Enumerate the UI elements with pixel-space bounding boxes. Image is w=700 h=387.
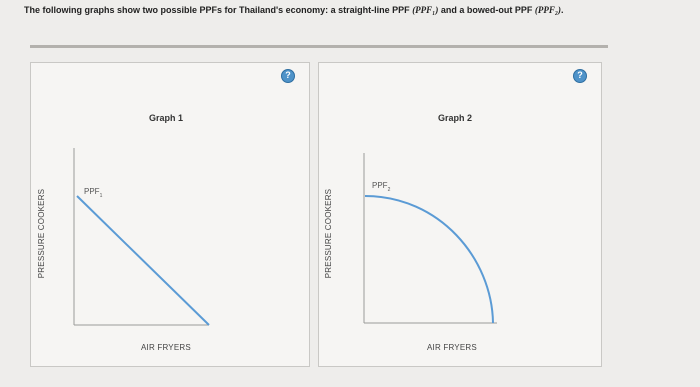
graph1-title: Graph 1 xyxy=(149,113,184,123)
graph2-panel xyxy=(318,62,602,367)
question-text-middle: and a bowed-out PPF xyxy=(438,5,535,15)
question-text xyxy=(24,5,674,15)
graph2-y-axis-label: PRESSURE COOKERS xyxy=(324,188,334,279)
graph1-help-button[interactable]: ? xyxy=(281,69,295,83)
graph2-ppf-label: $PPF_2$ xyxy=(372,181,391,193)
graph1-ppf-label: $PPF_1$ xyxy=(84,187,103,199)
ppf2-notation: (PPF₂) xyxy=(534,5,561,15)
question-text-end: . xyxy=(560,5,564,15)
header-divider xyxy=(30,45,608,48)
graph2-plot xyxy=(319,63,603,368)
graph2-ppf-curve xyxy=(365,196,493,323)
graph2-title: Graph 2 xyxy=(438,113,473,123)
graph2-help-button[interactable]: ? xyxy=(573,69,587,83)
ppf1-notation: (PPF₁) xyxy=(412,5,439,15)
graph2-x-axis-label: AIR FRYERS xyxy=(427,343,477,352)
graph1-ppf-line xyxy=(77,196,209,325)
graph1-y-axis-label: PRESSURE COOKERS xyxy=(37,188,47,279)
question-text-start: The following graphs show two possible PPFs for Thailand's economy: a straight-line PPF xyxy=(24,5,413,15)
graph1-plot xyxy=(31,63,311,368)
graph1-x-axis-label: AIR FRYERS xyxy=(141,343,191,352)
graph1-panel xyxy=(30,62,310,367)
